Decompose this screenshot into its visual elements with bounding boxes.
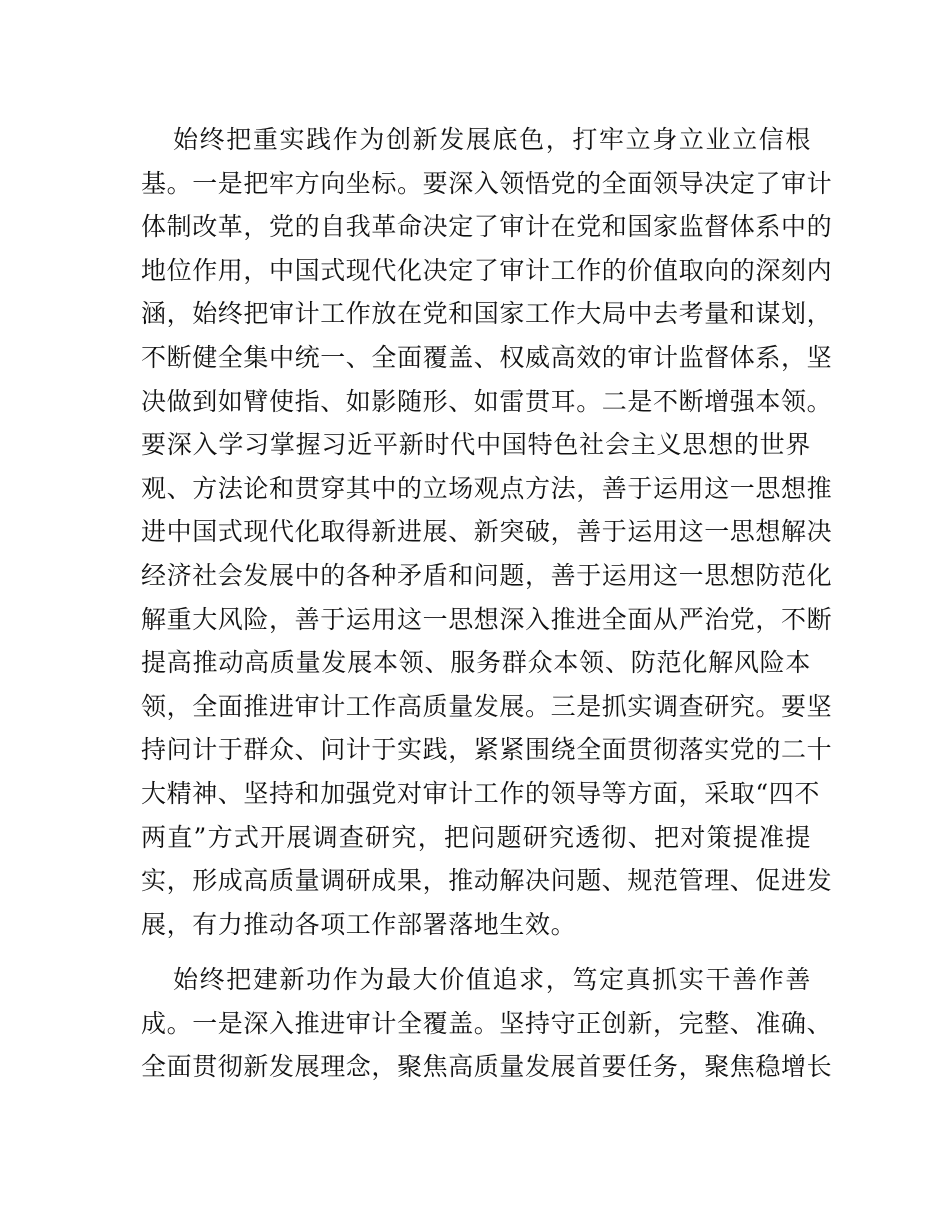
- text-line: 始终把建新功作为最大价值追求，笃定真抓实干善作善: [173, 965, 811, 995]
- text-line: 持问计于群众、问计于实践，紧紧围绕全面贯彻落实党的二十: [141, 735, 833, 765]
- text-line: 领，全面推进审计工作高质量发展。三是抓实调查研究。要坚: [141, 691, 833, 721]
- paragraph-1: [141, 118, 833, 946]
- text-line: 全面贯彻新发展理念，聚焦高质量发展首要任务，聚焦稳增长: [141, 1052, 833, 1082]
- text-line: 涵，始终把审计工作放在党和国家工作大局中去考量和谋划，: [141, 299, 833, 329]
- text-line: 解重大风险，善于运用这一思想深入推进全面从严治党，不断: [141, 604, 833, 634]
- text-line: 体制改革，党的自我革命决定了审计在党和国家监督体系中的: [141, 212, 833, 242]
- text-line: 不断健全集中统一、全面覆盖、权威高效的审计监督体系，坚: [141, 342, 833, 372]
- text-line: 实，形成高质量调研成果，推动解决问题、规范管理、促进发: [141, 866, 833, 896]
- text-line: 展，有力推动各项工作部署落地生效。: [141, 909, 577, 939]
- paragraph-spacer: [141, 946, 811, 958]
- text-line: 地位作用，中国式现代化决定了审计工作的价值取向的深刻内: [141, 255, 833, 285]
- text-line: 始终把重实践作为创新发展底色，打牢立身立业立信根: [173, 125, 811, 154]
- text-line: 基。一是把牢方向坐标。要深入领悟党的全面领导决定了审计: [141, 168, 833, 198]
- text-line: 两直”方式开展调查研究，把问题研究透彻、把对策提准提: [141, 822, 811, 852]
- text-line: 决做到如臂使指、如影随形、如雷贯耳。二是不断增强本领。: [141, 386, 833, 416]
- text-line: 经济社会发展中的各种矛盾和问题，善于运用这一思想防范化: [141, 560, 833, 590]
- text-line: 进中国式现代化取得新进展、新突破，善于运用这一思想解决: [141, 517, 833, 547]
- text-line: 大精神、坚持和加强党对审计工作的领导等方面，采取“四不: [141, 778, 820, 808]
- text-line: 成。一是深入推进审计全覆盖。坚持守正创新，完整、准确、: [141, 1008, 833, 1038]
- text-line: 观、方法论和贯穿其中的立场观点方法，善于运用这一思想推: [141, 473, 833, 503]
- document-body: [141, 118, 833, 1089]
- paragraph-2: [141, 958, 833, 1089]
- text-line: 要深入学习掌握习近平新时代中国特色社会主义思想的世界: [141, 430, 811, 460]
- text-line: 提高推动高质量发展本领、服务群众本领、防范化解风险本: [141, 648, 811, 678]
